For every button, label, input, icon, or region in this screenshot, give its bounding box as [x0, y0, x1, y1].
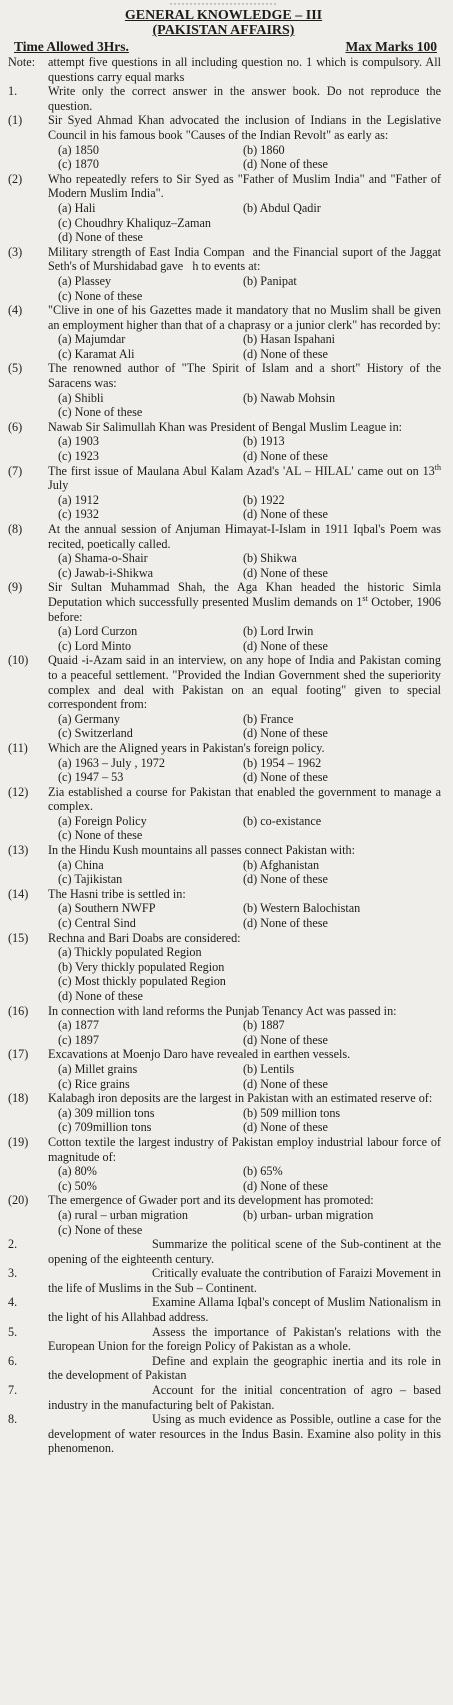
question-text: Account for the initial concentration of agro – based industry in the manufacturing belt of Pakistan. [48, 1383, 441, 1412]
mcq-option: (b) urban- urban migration [243, 1207, 374, 1222]
mcq-options [6, 391, 441, 420]
max-marks: Max Marks 100 [345, 39, 437, 54]
mcq-option: (a) 309 million tons [58, 1105, 155, 1120]
mcq-text: In the Hindu Kush mountains all passes connect Pakistan with: [48, 843, 356, 858]
mcq-question [6, 522, 441, 551]
mcq-text: The Hasni tribe is settled in: [48, 886, 186, 901]
long-question [6, 1325, 441, 1354]
mcq-question [6, 464, 441, 493]
mcq-options [6, 1164, 441, 1193]
long-question [6, 1295, 441, 1324]
mcq-option-row [58, 566, 441, 581]
ordinal-suffix: st [362, 593, 368, 603]
mcq-option: (a) 1963 – July , 1972 [58, 755, 165, 770]
mcq-option: (b) Lord Irwin [243, 624, 314, 639]
mcq-option-row [58, 405, 441, 420]
mcq-option: (c) 709million tons [58, 1120, 152, 1135]
mcq-number: (2) [8, 171, 23, 186]
mcq-option-row [58, 872, 441, 887]
mcq-option-row [58, 274, 441, 289]
mcq-number: (8) [8, 522, 23, 536]
mcq-option: (b) co-existance [243, 813, 322, 828]
mcq-option-row [58, 756, 441, 771]
mcq-option: (d) None of these [243, 638, 328, 653]
mcq-option: (c) Tajikistan [58, 872, 123, 887]
mcq-options [6, 624, 441, 653]
mcq-question [6, 1004, 441, 1019]
top-dots-rule: ··························· [169, 0, 278, 9]
question-text: Examine Allama Iqbal's concept of Muslim Nationalism in the light of his Allahbad address. [48, 1295, 441, 1325]
mcq-option: (c) Choudhry Khaliquz–Zaman [58, 215, 211, 230]
mcq-options [6, 1018, 441, 1047]
mcq-text: Cotton textile the largest industry of Pakistan employ industrial labour force of magnitude of: [48, 1134, 441, 1164]
mcq-question [6, 741, 441, 756]
mcq-option: (a) Shama-o-Shair [58, 551, 148, 566]
question-number: 4. [8, 1295, 18, 1310]
mcq-question [6, 785, 441, 814]
mcq-option: (a) Plassey [58, 273, 112, 288]
note-paragraph [6, 55, 441, 84]
mcq-text: Sir Syed Ahmad Khan advocated the inclusion of Indians in the Legislative Council in his famous book "Causes of the Indian Revolt" as early as: [48, 113, 441, 142]
question-number: 5. [8, 1324, 18, 1339]
mcq-text: In connection with land reforms the Punjab Tenancy Act was passed in: [48, 1003, 397, 1018]
mcq-option: (b) 1887 [243, 1018, 285, 1033]
mcq-option: (c) None of these [58, 405, 143, 420]
mcq-option-row [58, 1179, 441, 1194]
mcq-option: (a) 80% [58, 1164, 97, 1179]
mcq-option: (b) Hasan Ispahani [243, 332, 336, 347]
mcq-option: (b) Western Balochistan [243, 901, 361, 916]
mcq-option-row [58, 1033, 441, 1048]
mcq-option: (a) Millet grains [58, 1061, 138, 1076]
mcq-option-row [58, 1106, 441, 1121]
mcq-option-row [58, 828, 441, 843]
mcq-question [6, 931, 441, 946]
long-question [6, 1237, 441, 1266]
mcq-option [243, 405, 441, 420]
mcq-option: (d) None of these [243, 1032, 328, 1047]
mcq-text: Quaid -i-Azam said in an interview, on any hope of India and Pakistan coming to a peaceful settlement. "Provided the Indian Government shed the superiority complex and deal with Pakistan on an equal footing" given to special correspondent from: [48, 653, 441, 712]
mcq-options [6, 551, 441, 580]
mcq-option: (b) 1922 [243, 492, 285, 507]
mcq-option [243, 216, 441, 231]
mcq-option: (c) Central Sind [58, 916, 136, 931]
mcq-number: (1) [8, 113, 23, 128]
mcq-option: (b) 509 million tons [243, 1105, 341, 1120]
question-text: Assess the importance of Pakistan's relations with the European Union for the foreign Policy of Pakistan as a whole. [48, 1324, 441, 1354]
mcq-question [6, 172, 441, 201]
mcq-options [6, 1062, 441, 1091]
mcq-options [6, 201, 441, 245]
mcq-option [243, 230, 441, 245]
mcq-option: (c) Most thickly populated Region [58, 974, 226, 989]
instruction-paragraph [6, 84, 441, 113]
mcq-option-row [58, 157, 441, 172]
mcq-option-row [58, 639, 441, 654]
mcq-options [6, 858, 441, 887]
mcq-option: (a) rural – urban migration [58, 1207, 188, 1222]
mcq-text: The renowned author of "The Spirit of Islam and a short" History of the Saracens was: [48, 361, 441, 391]
mcq-options [6, 945, 441, 1003]
question-text: Using as much evidence as Possible, outline a case for the development of water resources in the Indus Basin. Examine also polity in this phenomenon. [48, 1412, 441, 1456]
mcq-text: Who repeatedly refers to Sir Syed as "Father of Muslim India" and "Father of Modern Muslim India". [48, 171, 441, 201]
mcq-option: (c) 1947 – 53 [58, 770, 124, 785]
mcq-option-row [58, 551, 441, 566]
mcq-option: (a) China [58, 857, 104, 872]
mcq-question [6, 1047, 441, 1062]
mcq-option-row [58, 1120, 441, 1135]
mcq-list [6, 113, 441, 1237]
mcq-option: (c) 1870 [58, 157, 99, 172]
mcq-option: (c) 1923 [58, 449, 99, 464]
mcq-text: Zia established a course for Pakistan that enabled the government to manage a complex. [48, 784, 441, 814]
mcq-option: (c) 1932 [58, 507, 99, 522]
mcq-option: (d) None of these [243, 872, 328, 887]
question-number: 8. [8, 1412, 18, 1427]
mcq-option: (b) Afghanistan [243, 857, 320, 872]
mcq-question [6, 1193, 441, 1208]
paper-title: GENERAL KNOWLEDGE – III [124, 8, 323, 23]
mcq-option: (d) None of these [243, 770, 328, 785]
mcq-option: (c) Rice grains [58, 1076, 130, 1091]
mcq-option-row [58, 201, 441, 216]
mcq-option-row [58, 1018, 441, 1033]
mcq-option: (a) Hali [58, 200, 96, 215]
mcq-options [6, 901, 441, 930]
mcq-option [243, 828, 441, 843]
mcq-question [6, 420, 441, 435]
mcq-text: Excavations at Moenjo Daro have revealed in earthen vessels. [48, 1047, 351, 1062]
mcq-question [6, 303, 441, 332]
mcq-option [243, 1223, 441, 1238]
mcq-option: (a) Foreign Policy [58, 813, 147, 828]
mcq-option: (b) France [243, 711, 294, 726]
mcq-option: (c) 1897 [58, 1032, 99, 1047]
mcq-options [6, 143, 441, 172]
mcq-options [6, 1208, 441, 1237]
mcq-option: (d) None of these [243, 1120, 328, 1135]
mcq-option: (c) Lord Minto [58, 638, 132, 653]
mcq-option-row [58, 726, 441, 741]
mcq-option: (a) 1877 [58, 1018, 99, 1033]
mcq-number: (13) [8, 843, 29, 858]
mcq-option: (b) Lentils [243, 1061, 295, 1076]
mcq-option-row [58, 507, 441, 522]
mcq-option: (d) None of these [243, 726, 328, 741]
mcq-option: (a) Shibli [58, 390, 104, 405]
question-number: 6. [8, 1353, 18, 1368]
mcq-text: Military strength of East India Compan and the Financial suport of the Jaggat Seth's of Murshidabad gave h to events at: [48, 244, 441, 274]
mcq-option: (b) Nawab Mohsin [243, 390, 336, 405]
mcq-number: (5) [8, 361, 23, 376]
mcq-number: (14) [8, 886, 29, 901]
mcq-option: (c) Switzerland [58, 726, 133, 741]
mcq-option-row [58, 712, 441, 727]
instruction-number: 1. [8, 84, 18, 99]
time-allowed: Time Allowed 3Hrs. [14, 39, 129, 54]
mcq-number: (6) [8, 419, 23, 434]
mcq-option: (a) 1903 [58, 434, 99, 449]
mcq-option-row [58, 347, 441, 362]
mcq-option: (a) Thickly populated Region [58, 945, 202, 960]
mcq-option-row [58, 1208, 441, 1223]
mcq-option: (d) None of these [58, 989, 143, 1003]
mcq-options [6, 712, 441, 741]
mcq-question [6, 113, 441, 142]
mcq-number: (18) [8, 1091, 29, 1106]
note-label: Note: [8, 55, 36, 69]
mcq-option: (c) None of these [58, 1222, 143, 1237]
mcq-option: (b) 65% [243, 1164, 283, 1179]
instruction-text: Write only the correct answer in the answer book. Do not reproduce the question. [48, 84, 441, 113]
mcq-option: (b) 1954 – 1962 [243, 755, 322, 770]
mcq-number: (16) [8, 1003, 29, 1018]
mcq-text: Which are the Aligned years in Pakistan's foreign policy. [48, 740, 325, 755]
mcq-question [6, 1135, 441, 1164]
mcq-option: (b) Panipat [243, 273, 297, 288]
mcq-option: (d) None of these [243, 346, 328, 361]
mcq-option-row [58, 434, 441, 449]
mcq-options [6, 274, 441, 303]
mcq-options [6, 332, 441, 361]
mcq-option: (a) Majumdar [58, 332, 126, 347]
note-text: attempt five questions in all including question no. 1 which is compulsory. All questions carry equal marks [48, 55, 441, 84]
mcq-option: (c) Jawab-i-Shikwa [58, 565, 154, 580]
mcq-options [6, 814, 441, 843]
mcq-option: (d) None of these [243, 916, 328, 931]
mcq-option: (d) None of these [243, 1076, 328, 1091]
mcq-number: (4) [8, 303, 23, 318]
mcq-option: (c) None of these [58, 828, 143, 843]
mcq-text: The emergence of Gwader port and its development has promoted: [48, 1193, 374, 1208]
mcq-text: Nawab Sir Salimullah Khan was President of Bengal Muslim League in: [48, 419, 403, 434]
mcq-option-row [58, 143, 441, 158]
mcq-option-row [58, 770, 441, 785]
mcq-number: (9) [8, 580, 23, 595]
mcq-number: (11) [8, 740, 28, 755]
mcq-question [6, 843, 441, 858]
question-text: Summarize the political scene of the Sub-continent at the opening of the eighteenth century. [48, 1237, 441, 1266]
mcq-text: Sir Sultan Muhammad Shah, the Aga Khan headed the historic Simla Deputation which successfully presented Muslim demands on 1st October, 1906 before: [48, 580, 442, 624]
mcq-option-row [58, 916, 441, 931]
long-question [6, 1383, 441, 1412]
mcq-number: (3) [8, 244, 23, 259]
mcq-option-row [58, 1164, 441, 1179]
mcq-question [6, 245, 441, 274]
mcq-option: (d) None of these [243, 157, 328, 172]
long-question-list [6, 1237, 441, 1456]
mcq-option [243, 289, 441, 304]
mcq-question [6, 361, 441, 390]
mcq-option-row [58, 858, 441, 873]
mcq-option: (a) Germany [58, 711, 120, 726]
mcq-option-row [58, 391, 441, 406]
mcq-option-row [58, 449, 441, 464]
mcq-option-row [58, 332, 441, 347]
mcq-question [6, 653, 441, 711]
mcq-option: (d) None of these [243, 449, 328, 464]
mcq-text: At the annual session of Anjuman Himayat-I-Islam in 1911 Iqbal's Poem was recited, poetically called. [48, 522, 441, 551]
mcq-number: (19) [8, 1134, 29, 1149]
mcq-option-row [58, 901, 441, 916]
mcq-option-row [58, 493, 441, 508]
mcq-option: (a) Southern NWFP [58, 901, 156, 916]
mcq-question [6, 1091, 441, 1106]
question-number: 3. [8, 1266, 18, 1281]
mcq-option-row [58, 814, 441, 829]
question-number: 7. [8, 1383, 18, 1398]
long-question [6, 1412, 441, 1456]
mcq-option: (d) None of these [243, 1178, 328, 1193]
mcq-option: (c) Karamat Ali [58, 346, 135, 361]
mcq-options [6, 1106, 441, 1135]
mcq-options [6, 756, 441, 785]
mcq-option: (c) None of these [58, 288, 143, 303]
mcq-text: Rechna and Bari Doabs are considered: [48, 930, 241, 945]
mcq-options [6, 493, 441, 522]
mcq-options [6, 434, 441, 463]
mcq-option: (b) 1860 [243, 142, 285, 157]
mcq-option: (a) Lord Curzon [58, 624, 138, 639]
mcq-text: Kalabagh iron deposits are the largest in Pakistan with an estimated reserve of: [48, 1091, 433, 1106]
ordinal-suffix: th [434, 462, 441, 472]
question-number: 2. [8, 1237, 18, 1252]
mcq-option-row [58, 1223, 441, 1238]
question-text: Critically evaluate the contribution of Faraizi Movement in the life of Muslims in the Sub – Continent. [48, 1266, 441, 1295]
mcq-option-row [58, 1077, 441, 1092]
mcq-option-row [58, 289, 441, 304]
mcq-option: (d) None of these [243, 507, 328, 522]
mcq-question [6, 887, 441, 902]
mcq-option: (a) 1912 [58, 492, 99, 507]
mcq-number: (17) [8, 1047, 29, 1062]
mcq-number: (20) [8, 1193, 29, 1208]
mcq-number: (15) [8, 930, 29, 945]
mcq-option: (b) Shikwa [243, 551, 297, 566]
mcq-option: (c) 50% [58, 1178, 97, 1193]
mcq-option: (b) Very thickly populated Region [58, 959, 225, 974]
mcq-option: (b) Abdul Qadir [243, 200, 321, 215]
mcq-question [6, 580, 441, 624]
mcq-option: (a) 1850 [58, 142, 99, 157]
mcq-option: (d) None of these [58, 230, 143, 245]
mcq-number: (12) [8, 784, 29, 799]
mcq-option-row [58, 624, 441, 639]
long-question [6, 1354, 441, 1383]
mcq-text: The first issue of Maulana Abul Kalam Azad's 'AL – HILAL' came out on 13th July [48, 462, 441, 493]
mcq-number: (10) [8, 653, 29, 668]
mcq-option-row [58, 216, 441, 231]
mcq-option-row [58, 1062, 441, 1077]
question-text: Define and explain the geographic inertia and its role in the development of Pakistan [48, 1353, 441, 1383]
mcq-option-row [58, 230, 441, 245]
mcq-option: (d) None of these [243, 565, 328, 580]
long-question [6, 1266, 441, 1295]
mcq-option: (b) 1913 [243, 434, 285, 449]
mcq-text: "Clive in one of his Gazettes made it mandatory that no Muslim shall be given an employment higher than that of a chaprasy or a junior clerk" has recorded by: [48, 303, 441, 332]
time-marks-header [6, 39, 441, 55]
paper-subtitle: (PAKISTAN AFFAIRS) [152, 23, 295, 38]
mcq-number: (7) [8, 463, 23, 478]
